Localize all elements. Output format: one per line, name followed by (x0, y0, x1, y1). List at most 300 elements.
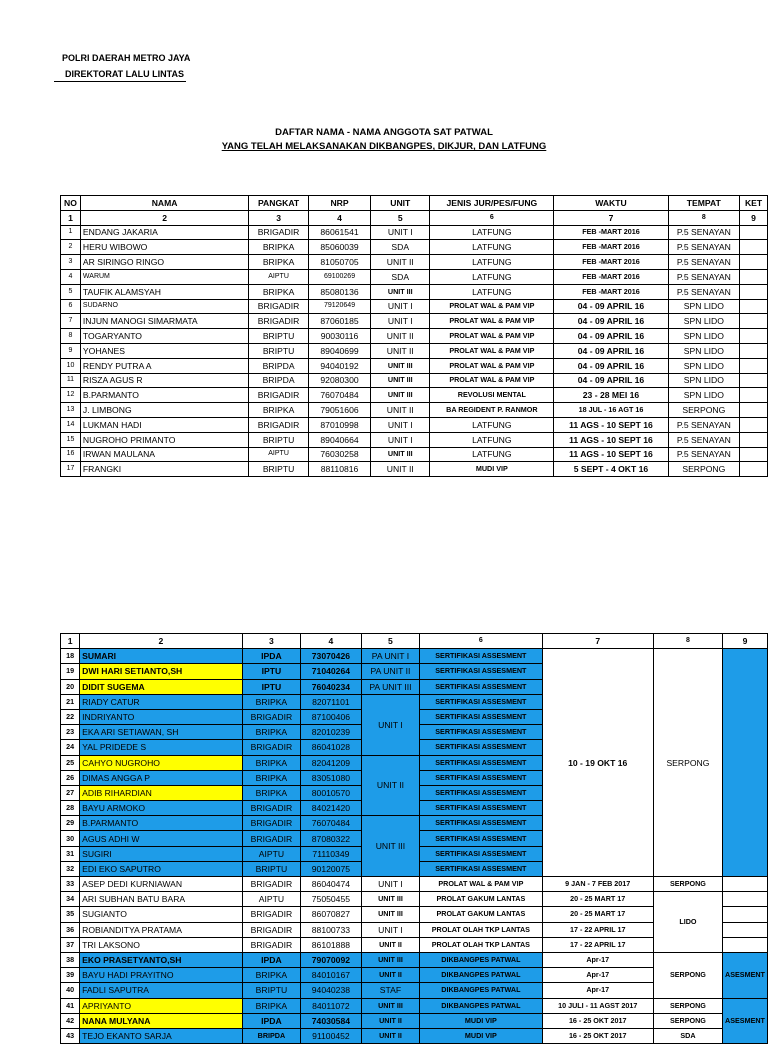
cell-nrp: 74030584 (301, 1013, 362, 1028)
cell-nrp: 71110349 (301, 846, 362, 861)
cell-no: 38 (61, 952, 80, 967)
cell-unit: UNIT III (371, 447, 430, 462)
cell-no: 37 (61, 937, 80, 952)
cell-waktu: Apr-17 (542, 968, 653, 983)
cell-no: 27 (61, 785, 80, 800)
cell-unit: UNIT I (371, 314, 430, 329)
cell-jenis: DIKBANGPES PATWAL (420, 952, 542, 967)
table-row (61, 240, 768, 255)
cell-pangkat: BRIGADIR (249, 225, 309, 240)
table-row (61, 952, 768, 967)
cell-ket (740, 314, 768, 329)
cell-pangkat: BRIPKA (242, 770, 300, 785)
cell-nrp: 86040474 (301, 877, 362, 892)
cell-no: 39 (61, 968, 80, 983)
cell-tempat: P.5 SENAYAN (668, 447, 740, 462)
cell-nama: YOHANES (80, 343, 248, 358)
cell-nama: NUGROHO PRIMANTO (80, 432, 248, 447)
cell-nama: RISZA AGUS R (80, 373, 248, 388)
cell-no: 40 (61, 983, 80, 998)
cell-waktu: 9 JAN - 7 FEB 2017 (542, 877, 653, 892)
cell-waktu: 17 - 22 APRIL 17 (542, 937, 653, 952)
cell-tempat-merged: SERPONG (653, 649, 722, 877)
cell-unit: UNIT II (371, 255, 430, 270)
cell-jenis: DIKBANGPES PATWAL (420, 983, 542, 998)
cell-no: 33 (61, 877, 80, 892)
cell-waktu: Apr-17 (542, 983, 653, 998)
cell-tempat: P.5 SENAYAN (668, 255, 740, 270)
column-number: 2 (80, 634, 243, 649)
cell-no: 30 (61, 831, 80, 846)
column-number: 6 (430, 210, 554, 225)
cell-waktu: 23 - 28 MEI 16 (554, 388, 668, 403)
cell-nama: AGUS ADHI W (80, 831, 243, 846)
column-number: 7 (554, 210, 668, 225)
cell-nrp: 73070426 (301, 649, 362, 664)
cell-waktu: 04 - 09 APRIL 16 (554, 314, 668, 329)
table-row (61, 462, 768, 477)
cell-ket (740, 284, 768, 299)
cell-ket-merged: ASESMENT (722, 952, 767, 998)
cell-no: 34 (61, 892, 80, 907)
cell-ket (722, 922, 767, 937)
cell-tempat: SDA (653, 1028, 722, 1043)
cell-pangkat: BRIPDA (249, 373, 309, 388)
table-row (61, 1028, 768, 1043)
cell-unit: UNIT I (361, 877, 419, 892)
cell-jenis: SERTIFIKASI ASSESMENT (420, 831, 542, 846)
cell-tempat: SERPONG (653, 1013, 722, 1028)
cell-nama: RENDY PUTRA A (80, 358, 248, 373)
cell-no: 31 (61, 846, 80, 861)
column-number: 8 (653, 634, 722, 649)
cell-nrp: 79051606 (308, 403, 370, 418)
cell-unit: UNIT I (371, 299, 430, 314)
cell-jenis: LATFUNG (430, 417, 554, 432)
cell-nrp: 88100733 (301, 922, 362, 937)
cell-waktu: 11 AGS - 10 SEPT 16 (554, 417, 668, 432)
cell-no: 6 (61, 299, 81, 314)
cell-nrp: 87080322 (301, 831, 362, 846)
cell-waktu: 20 - 25 MART 17 (542, 892, 653, 907)
cell-jenis: SERTIFIKASI ASSESMENT (420, 679, 542, 694)
cell-waktu: FEB -MART 2016 (554, 255, 668, 270)
cell-no: 10 (61, 358, 81, 373)
cell-nama: INJUN MANOGI SIMARMATA (80, 314, 248, 329)
cell-nama: SUMARI (80, 649, 243, 664)
table-row (61, 373, 768, 388)
cell-nrp: 84011072 (301, 998, 362, 1013)
cell-nrp: 94040238 (301, 983, 362, 998)
cell-no: 24 (61, 740, 80, 755)
cell-nama: CAHYO NUGROHO (80, 755, 243, 770)
cell-tempat: P.5 SENAYAN (668, 284, 740, 299)
cell-no: 14 (61, 417, 81, 432)
cell-waktu: FEB -MART 2016 (554, 240, 668, 255)
cell-no: 26 (61, 770, 80, 785)
cell-nama: TRI LAKSONO (80, 937, 243, 952)
cell-nama: ROBIANDITYA PRATAMA (80, 922, 243, 937)
cell-nama: EKO PRASETYANTO,SH (80, 952, 243, 967)
cell-jenis: PROLAT GAKUM LANTAS (420, 892, 542, 907)
column-number: 9 (740, 210, 768, 225)
cell-tempat: P.5 SENAYAN (668, 240, 740, 255)
cell-nama: TOGARYANTO (80, 329, 248, 344)
cell-nama: APRIYANTO (80, 998, 243, 1013)
column-number: 5 (361, 634, 419, 649)
table-row (61, 432, 768, 447)
cell-unit: UNIT II (361, 1028, 419, 1043)
table-row (61, 314, 768, 329)
cell-unit: UNIT II (371, 403, 430, 418)
cell-waktu: FEB -MART 2016 (554, 269, 668, 284)
cell-nama: HERU WIBOWO (80, 240, 248, 255)
cell-jenis: BA REGIDENT P. RANMOR (430, 403, 554, 418)
cell-waktu: 17 - 22 APRIL 17 (542, 922, 653, 937)
cell-ket (740, 225, 768, 240)
cell-nrp: 90120075 (301, 861, 362, 876)
cell-jenis: SERTIFIKASI ASSESMENT (420, 861, 542, 876)
cell-nrp: 91100452 (301, 1028, 362, 1043)
cell-nama: BAYU ARMOKO (80, 801, 243, 816)
cell-no: 29 (61, 816, 80, 831)
cell-no: 4 (61, 269, 81, 284)
cell-no: 28 (61, 801, 80, 816)
cell-pangkat: BRIGADIR (242, 709, 300, 724)
column-number: 2 (80, 210, 248, 225)
cell-no: 23 (61, 725, 80, 740)
cell-nrp: 81050705 (308, 255, 370, 270)
cell-no: 36 (61, 922, 80, 937)
cell-nrp: 82071101 (301, 694, 362, 709)
cell-tempat-merged: LIDO (653, 892, 722, 953)
cell-nrp: 76070484 (301, 816, 362, 831)
cell-nama: B.PARMANTO (80, 816, 243, 831)
cell-jenis: DIKBANGPES PATWAL (420, 998, 542, 1013)
cell-nama: NANA MULYANA (80, 1013, 243, 1028)
cell-ket (722, 907, 767, 922)
cell-tempat-merged: SERPONG (653, 952, 722, 998)
table-row (61, 417, 768, 432)
table-row (61, 877, 768, 892)
cell-pangkat: BRIPKA (242, 968, 300, 983)
cell-ket (740, 343, 768, 358)
cell-ket (722, 877, 767, 892)
cell-ket (740, 299, 768, 314)
cell-tempat: SPN LIDO (668, 299, 740, 314)
cell-nama: INDRIYANTO (80, 709, 243, 724)
cell-nama: DIMAS ANGGA P (80, 770, 243, 785)
cell-waktu: 04 - 09 APRIL 16 (554, 358, 668, 373)
cell-unit-merged: UNIT II (361, 755, 419, 816)
cell-pangkat: BRIPTU (249, 343, 309, 358)
cell-waktu: FEB -MART 2016 (554, 284, 668, 299)
cell-nrp: 86041028 (301, 740, 362, 755)
cell-nama: EDI EKO SAPUTRO (80, 861, 243, 876)
table-row (61, 358, 768, 373)
cell-nama: WARUM (80, 269, 248, 284)
cell-unit: UNIT II (371, 462, 430, 477)
cell-pangkat: BRIGADIR (242, 816, 300, 831)
cell-nrp: 87010998 (308, 417, 370, 432)
table-row (61, 1013, 768, 1028)
cell-no: 1 (61, 225, 81, 240)
cell-pangkat: BRIGADIR (242, 740, 300, 755)
column-header: NAMA (80, 196, 248, 211)
cell-jenis: PROLAT OLAH TKP LANTAS (420, 922, 542, 937)
column-number: 7 (542, 634, 653, 649)
cell-unit: PA UNIT I (361, 649, 419, 664)
cell-jenis: SERTIFIKASI ASSESMENT (420, 770, 542, 785)
cell-ket (740, 329, 768, 344)
cell-jenis: MUDI VIP (420, 1028, 542, 1043)
table-row (61, 299, 768, 314)
cell-tempat: P.5 SENAYAN (668, 269, 740, 284)
cell-unit: UNIT III (361, 892, 419, 907)
cell-waktu: 04 - 09 APRIL 16 (554, 299, 668, 314)
cell-unit: UNIT III (371, 388, 430, 403)
cell-pangkat: BRIPTU (249, 462, 309, 477)
cell-waktu: 18 JUL - 16 AGT 16 (554, 403, 668, 418)
cell-unit: UNIT III (361, 952, 419, 967)
cell-no: 43 (61, 1028, 80, 1043)
column-number: 4 (301, 634, 362, 649)
cell-no: 41 (61, 998, 80, 1013)
cell-ket (740, 403, 768, 418)
cell-pangkat: AIPTU (249, 447, 309, 462)
cell-nama: BAYU HADI PRAYITNO (80, 968, 243, 983)
cell-pangkat: BRIPKA (242, 694, 300, 709)
cell-waktu: 5 SEPT - 4 OKT 16 (554, 462, 668, 477)
cell-tempat: SPN LIDO (668, 343, 740, 358)
cell-pangkat: BRIGADIR (242, 801, 300, 816)
cell-unit: UNIT I (371, 432, 430, 447)
cell-unit: PA UNIT III (361, 679, 419, 694)
cell-no: 13 (61, 403, 81, 418)
cell-no: 21 (61, 694, 80, 709)
cell-jenis: PROLAT WAL & PAM VIP (420, 877, 542, 892)
table-row (61, 225, 768, 240)
cell-tempat: SERPONG (668, 403, 740, 418)
header-org1: POLRI DAERAH METRO JAYA (62, 53, 191, 63)
column-number-row (61, 210, 768, 225)
cell-jenis: REVOLUSI MENTAL (430, 388, 554, 403)
table-row (61, 284, 768, 299)
cell-waktu: FEB -MART 2016 (554, 225, 668, 240)
cell-no: 16 (61, 447, 81, 462)
cell-jenis: SERTIFIKASI ASSESMENT (420, 709, 542, 724)
cell-unit: UNIT II (361, 1013, 419, 1028)
cell-no: 9 (61, 343, 81, 358)
column-number: 8 (668, 210, 740, 225)
table-row (61, 343, 768, 358)
cell-nrp: 79120649 (308, 299, 370, 314)
column-header: NRP (308, 196, 370, 211)
cell-nrp: 84021420 (301, 801, 362, 816)
cell-ket (740, 269, 768, 284)
cell-waktu: 04 - 09 APRIL 16 (554, 343, 668, 358)
cell-unit-merged: UNIT III (361, 816, 419, 877)
cell-nama: B.PARMANTO (80, 388, 248, 403)
cell-pangkat: BRIPKA (249, 403, 309, 418)
table-row (61, 255, 768, 270)
cell-nama: SUDARNO (80, 299, 248, 314)
cell-no: 5 (61, 284, 81, 299)
cell-tempat: SPN LIDO (668, 329, 740, 344)
cell-tempat: P.5 SENAYAN (668, 432, 740, 447)
cell-pangkat: BRIPKA (249, 284, 309, 299)
column-number-row (61, 634, 768, 649)
cell-unit: UNIT III (371, 373, 430, 388)
column-number: 6 (420, 634, 542, 649)
cell-pangkat: BRIGADIR (242, 907, 300, 922)
column-number: 3 (242, 634, 300, 649)
cell-nrp: 94040192 (308, 358, 370, 373)
cell-pangkat: BRIPKA (249, 240, 309, 255)
cell-unit: UNIT II (361, 968, 419, 983)
header-underline (54, 81, 186, 82)
cell-ket (740, 240, 768, 255)
cell-no: 8 (61, 329, 81, 344)
cell-jenis: PROLAT WAL & PAM VIP (430, 299, 554, 314)
column-header: KET (740, 196, 768, 211)
column-number: 3 (249, 210, 309, 225)
table-row (61, 998, 768, 1013)
cell-nrp: 89040699 (308, 343, 370, 358)
cell-pangkat: BRIPTU (249, 432, 309, 447)
cell-unit: UNIT III (371, 358, 430, 373)
cell-no: 3 (61, 255, 81, 270)
cell-no: 15 (61, 432, 81, 447)
cell-tempat: SERPONG (668, 462, 740, 477)
cell-ket (740, 447, 768, 462)
cell-nrp: 83051080 (301, 770, 362, 785)
column-number: 1 (61, 634, 80, 649)
cell-pangkat: BRIPKA (249, 255, 309, 270)
cell-tempat: SPN LIDO (668, 358, 740, 373)
cell-tempat: SPN LIDO (668, 373, 740, 388)
cell-pangkat: BRIGADIR (242, 831, 300, 846)
cell-pangkat: BRIPKA (242, 998, 300, 1013)
cell-nama: ARI SUBHAN BATU BARA (80, 892, 243, 907)
cell-pangkat: BRIGADIR (249, 417, 309, 432)
cell-nrp: 86061541 (308, 225, 370, 240)
cell-no: 18 (61, 649, 80, 664)
cell-unit: STAF (361, 983, 419, 998)
table-row (61, 649, 768, 664)
cell-jenis: SERTIFIKASI ASSESMENT (420, 785, 542, 800)
column-number: 4 (308, 210, 370, 225)
table-row (61, 329, 768, 344)
cell-pangkat: BRIGADIR (242, 877, 300, 892)
cell-pangkat: IPDA (242, 952, 300, 967)
table-second (60, 633, 768, 1044)
table-row (61, 388, 768, 403)
cell-no: 20 (61, 679, 80, 694)
cell-jenis: SERTIFIKASI ASSESMENT (420, 755, 542, 770)
table-main (60, 195, 768, 477)
cell-unit: UNIT II (371, 343, 430, 358)
header-org2: DIREKTORAT LALU LINTAS (65, 69, 184, 79)
cell-jenis: SERTIFIKASI ASSESMENT (420, 649, 542, 664)
cell-pangkat: AIPTU (242, 846, 300, 861)
cell-waktu: 20 - 25 MART 17 (542, 907, 653, 922)
cell-nrp: 71040264 (301, 664, 362, 679)
doc-subtitle: YANG TELAH MELAKSANAKAN DIKBANGPES, DIKJUR, DAN LATFUNG (221, 141, 547, 152)
cell-unit: PA UNIT II (361, 664, 419, 679)
table-row (61, 403, 768, 418)
cell-jenis: PROLAT WAL & PAM VIP (430, 329, 554, 344)
cell-ket (740, 373, 768, 388)
cell-jenis: MUDI VIP (430, 462, 554, 477)
cell-unit: UNIT I (371, 417, 430, 432)
cell-pangkat: BRIPDA (249, 358, 309, 373)
column-header: JENIS JUR/PES/FUNG (430, 196, 554, 211)
cell-ket (740, 462, 768, 477)
cell-pangkat: BRIGADIR (242, 937, 300, 952)
cell-ket (722, 892, 767, 907)
cell-tempat: SPN LIDO (668, 388, 740, 403)
cell-waktu: Apr-17 (542, 952, 653, 967)
table-row (61, 447, 768, 462)
cell-jenis: MUDI VIP (420, 1013, 542, 1028)
cell-waktu-merged: 10 - 19 OKT 16 (542, 649, 653, 877)
cell-nrp: 84010167 (301, 968, 362, 983)
cell-ket (740, 388, 768, 403)
cell-unit: SDA (371, 240, 430, 255)
cell-pangkat: BRIPKA (242, 785, 300, 800)
column-header: PANGKAT (249, 196, 309, 211)
cell-nama: ASEP DEDI KURNIAWAN (80, 877, 243, 892)
cell-ket (740, 417, 768, 432)
cell-waktu: 10 JULI - 11 AGST 2017 (542, 998, 653, 1013)
cell-nrp: 87060185 (308, 314, 370, 329)
cell-waktu: 11 AGS - 10 SEPT 16 (554, 432, 668, 447)
cell-tempat: SERPONG (653, 998, 722, 1013)
cell-pangkat: AIPTU (242, 892, 300, 907)
cell-nama: TAUFIK ALAMSYAH (80, 284, 248, 299)
cell-no: 2 (61, 240, 81, 255)
column-header: NO (61, 196, 81, 211)
cell-pangkat: BRIGADIR (242, 922, 300, 937)
cell-pangkat: BRIPKA (242, 755, 300, 770)
cell-waktu: 11 AGS - 10 SEPT 16 (554, 447, 668, 462)
table-row (61, 269, 768, 284)
cell-unit: UNIT III (361, 907, 419, 922)
cell-nama: LUKMAN HADI (80, 417, 248, 432)
cell-jenis: LATFUNG (430, 432, 554, 447)
cell-nrp: 88110816 (308, 462, 370, 477)
cell-pangkat: BRIGADIR (249, 388, 309, 403)
cell-jenis: LATFUNG (430, 284, 554, 299)
cell-nrp: 85080136 (308, 284, 370, 299)
cell-unit: UNIT III (361, 998, 419, 1013)
cell-tempat: SERPONG (653, 877, 722, 892)
cell-nama: ADIB RIHARDIAN (80, 785, 243, 800)
cell-nrp: 75050455 (301, 892, 362, 907)
cell-jenis: SERTIFIKASI ASSESMENT (420, 846, 542, 861)
cell-ket (722, 937, 767, 952)
cell-jenis: PROLAT WAL & PAM VIP (430, 314, 554, 329)
cell-nrp: 82041209 (301, 755, 362, 770)
cell-nama: FADLI SAPUTRA (80, 983, 243, 998)
cell-nrp: 90030116 (308, 329, 370, 344)
cell-no: 35 (61, 907, 80, 922)
cell-nama: RIADY CATUR (80, 694, 243, 709)
cell-jenis: PROLAT WAL & PAM VIP (430, 358, 554, 373)
cell-jenis: PROLAT OLAH TKP LANTAS (420, 937, 542, 952)
cell-pangkat: BRIGADIR (249, 314, 309, 329)
